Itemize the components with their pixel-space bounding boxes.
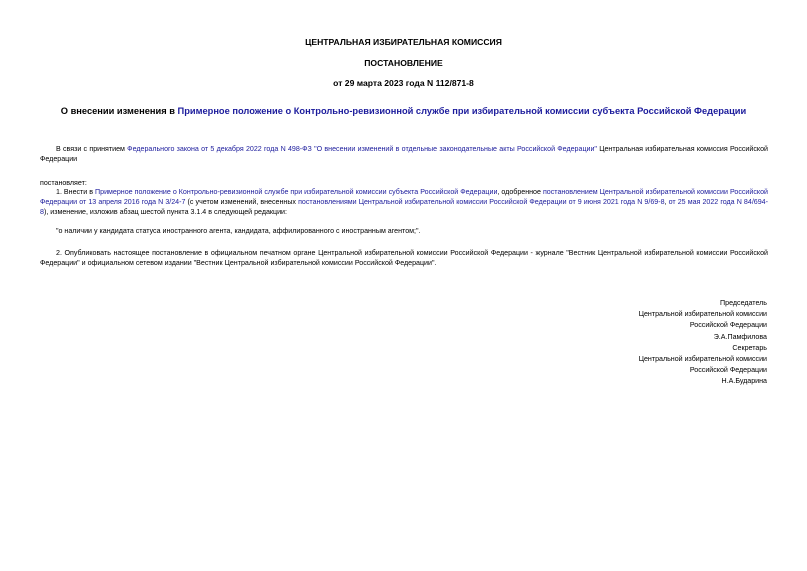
title-prefix: О внесении изменения в (60, 106, 178, 116)
resolution-2016-link[interactable]: постановлением Центральной избирательной комиссии Российской Федерации от 13 апреля 2016 года N 3/24-7 (40, 188, 769, 207)
signature-line: Н.А.Бударина (721, 377, 767, 386)
resolution-2021-link[interactable]: постановлениями Центральной избирательной комиссии Российской Федерации от 9 июня 2021 года N 9/69-8 (298, 198, 665, 207)
signature-line: Российской Федерации (689, 321, 767, 330)
preamble-suffix: Центральная избирательная комиссия Российской Федерации (40, 145, 768, 164)
signature-line: Российской Федерации (689, 366, 767, 375)
document-title (40, 105, 767, 117)
organization-heading: ЦЕНТРАЛЬНАЯ ИЗБИРАТЕЛЬНАЯ КОМИССИЯ (305, 37, 502, 47)
item-1-text-1: 1. Внести в (56, 188, 96, 196)
document-date-number: от 29 марта 2023 года N 112/871-8 (333, 78, 474, 88)
item-1-text-3: (с учетом изменений, внесенных (185, 198, 299, 207)
item-1-text-5: ), изменение, изложив абзац шестой пункта 3.1.4 в следующей редакции: (43, 208, 287, 217)
resolution-2022-link[interactable]: от 25 мая 2022 года N 84/694-8 (40, 198, 768, 217)
title-regulation-link[interactable]: Примерное положение о Контрольно-ревизионной службе при избирательной комиссии субъекта Российской Федерации (177, 106, 747, 116)
quoted-amendment-paragraph: "о наличии у кандидата статуса иностранного агента, кандидата, аффилированного с иностранным агентом;". (56, 227, 421, 235)
signature-line: Секретарь (732, 343, 767, 352)
document-type-heading: ПОСТАНОВЛЕНИЕ (364, 58, 443, 68)
federal-law-link[interactable]: Федерального закона от 5 декабря 2022 года N 498-ФЗ "О внесении изменений в отдельные законодательные акты Российской Федерации" (127, 145, 597, 153)
resolves-paragraph: постановляет: (40, 179, 87, 187)
item-1-paragraph (40, 187, 768, 218)
item-1-text-4: , (664, 198, 669, 207)
preamble-prefix: В связи с принятием (56, 145, 128, 153)
signature-line: Центральной избирательной комиссии (638, 310, 767, 319)
signature-block (567, 298, 767, 388)
signature-line: Э.А.Памфилова (713, 332, 767, 341)
signature-line: Центральной избирательной комиссии (638, 355, 767, 364)
preamble-paragraph (40, 144, 768, 164)
regulation-link[interactable]: Примерное положение о Контрольно-ревизионной службе при избирательной комиссии субъекта Российской Федерации (95, 188, 498, 196)
signature-line: Председатель (720, 299, 767, 307)
item-2-paragraph: 2. Опубликовать настоящее постановление в официальном печатном органе Центральной избирательной комиссии Российской Федерации - журнале "Вестник Центральной избирательной комиссии Российской Федерации" и официальном сетевом издании "Вестник Центральной избирательной комиссии Российской Федерации". (40, 249, 768, 268)
item-1-text-2: , одобренное (497, 188, 543, 196)
